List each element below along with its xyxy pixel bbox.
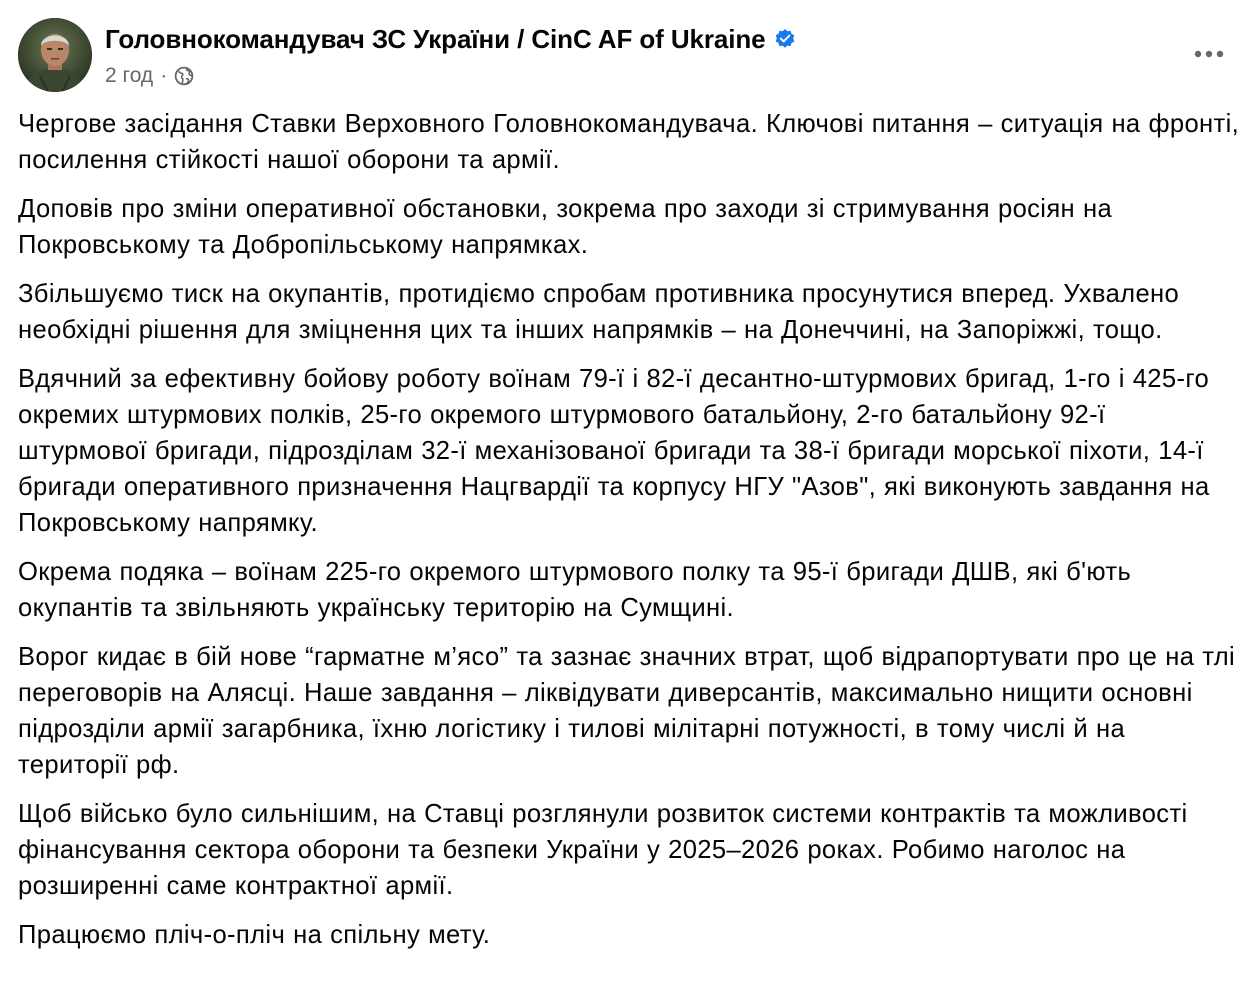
profile-photo	[18, 18, 92, 92]
post-paragraph: Доповів про зміни оперативної обстановки, зокрема про заходи зі стримування росіян на Покровському та Добропільському напрямках.	[18, 195, 1113, 259]
post-paragraph: Працюємо пліч-о-пліч на спільну мету.	[18, 921, 491, 949]
post-body	[18, 106, 1240, 966]
avatar[interactable]	[18, 18, 92, 92]
meta-separator: ·	[160, 64, 168, 87]
post-timestamp[interactable]: 2 год	[105, 64, 154, 87]
post-paragraph: Вдячний за ефективну бойову роботу воїнам 79-ї і 82-ї десантно-штурмових бригад, 1-го і 425-го окремих штурмових полків, 25-го окремого штурмового батальйону, 2-го батальйону 92-ї штурмової бригади, підрозділам 32-ї механізованої бригади та 38-ї бригади морської піхоти, 14-ї бригади оперативного призначення Нацгвардії та корпусу НГУ "Азов", які виконують завдання на Покровському напрямку.	[18, 365, 1210, 537]
post-meta	[105, 58, 796, 94]
post-paragraph: Ворог кидає в бій нове “гарматне м’ясо” та зазнає значних втрат, щоб відрапортувати про це на тлі переговорів на Алясці. Наше завдання – ліквідувати диверсантів, максимально нищити основні підрозділи армії загарбника, їхню логістику і тилові мілітарні потужності, в тому числі й на території рф.	[18, 643, 1236, 779]
globe-icon[interactable]	[174, 66, 194, 86]
author-block	[105, 20, 796, 94]
post-paragraph: Окрема подяка – воїнам 225-го окремого штурмового полку та 95-ї бригади ДШВ, які б'ють окупантів та звільняють українську територію на Сумщині.	[18, 558, 1132, 622]
verified-badge-icon	[774, 28, 796, 50]
author-name[interactable]: Головнокомандувач ЗС України / CinC AF of Ukraine	[105, 23, 766, 54]
post-paragraph: Збільшуємо тиск на окупантів, протидіємо спробам противника просунутися вперед. Ухвалено необхідні рішення для зміцнення цих та інших напрямків – на Донеччині, на Запоріжжі, тощо.	[18, 280, 1180, 344]
more-options-button[interactable]	[1186, 34, 1232, 74]
author-row	[105, 20, 796, 58]
post-header	[18, 18, 1232, 94]
post-paragraph: Чергове засідання Ставки Верховного Головнокомандувача. Ключові питання – ситуація на фронті, посилення стійкості нашої оборони та армії.	[18, 110, 1240, 174]
post-paragraph: Щоб військо було сильнішим, на Ставці розглянули розвиток системи контрактів та можливості фінансування сектора оборони та безпеки України у 2025–2026 роках. Робимо наголос на розширенні саме контрактної армії.	[18, 800, 1188, 900]
more-options-icon	[1193, 49, 1225, 59]
